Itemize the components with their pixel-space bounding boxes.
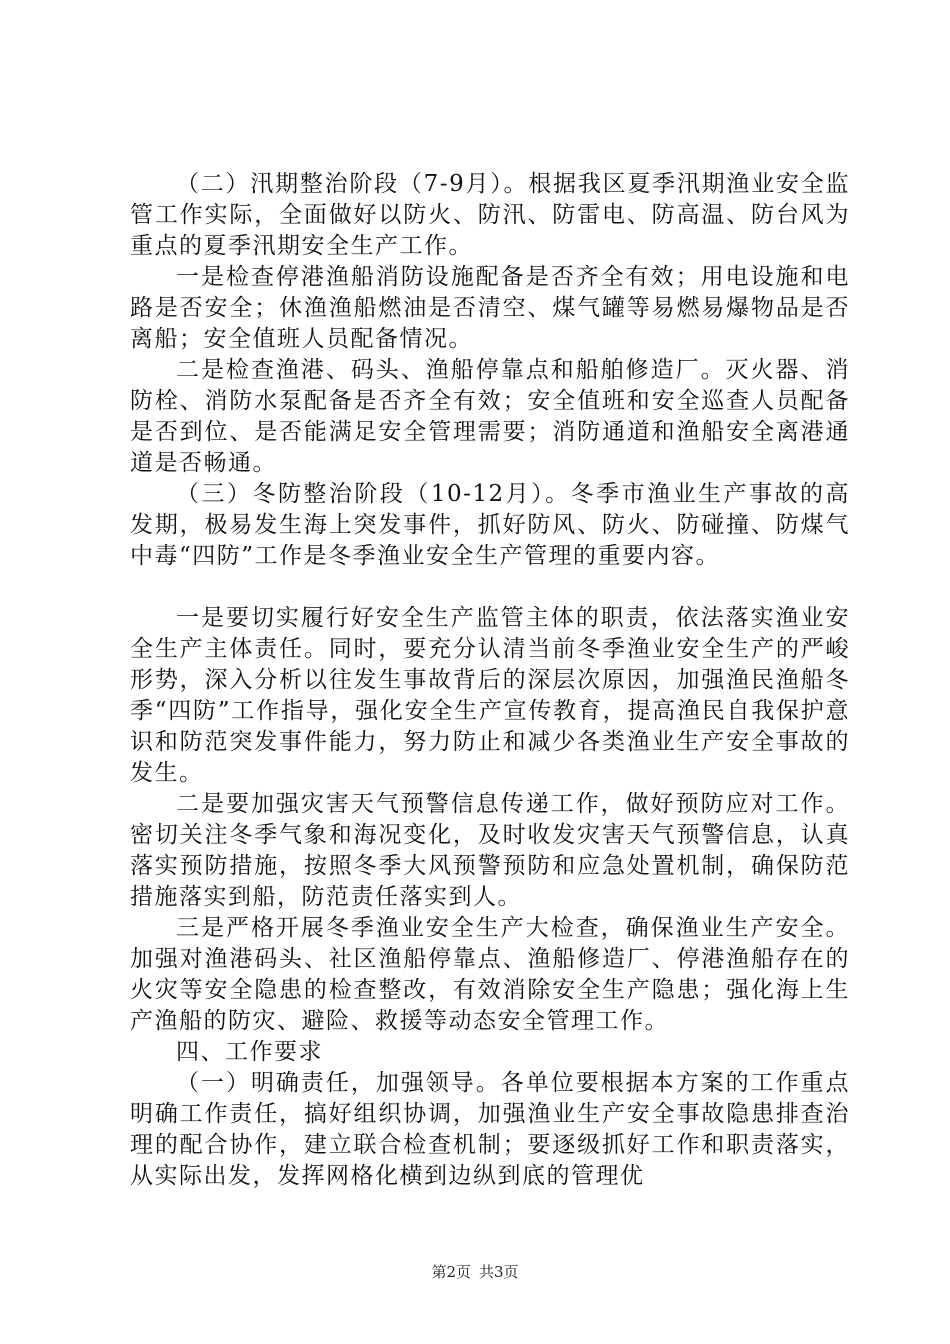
paragraph-winter-phase: （三）冬防整治阶段（10-12月）。冬季市渔业生产事故的高发期，极易发生海上突发事件，抓好防风、防火、防碰撞、防煤气中毒“四防”工作是冬季渔业安全生产管理的重要内容。 <box>130 481 850 569</box>
paragraph-supervision-duty: 一是要切实履行好安全生产监管主体的职责，依法落实渔业安全生产主体责任。同时，要充分认清当前冬季渔业安全生产的严峻形势，深入分析以往发生事故背后的深层次原因，加强渔民渔船冬季“四防”工作指导，强化安全生产宣传教育，提高渔民自我保护意识和防范突发事件能力，努力防止和减少各类渔业生产安全事故的发生。 <box>130 605 850 786</box>
page-number: 第2页 <box>431 1263 471 1281</box>
document-body <box>130 169 850 1192</box>
paragraph-spacer <box>130 572 850 603</box>
section-heading-work-requirements: 四、工作要求 <box>176 1039 323 1065</box>
paragraph-flood-season-phase: （二）汛期整治阶段（7-9月）。根据我区夏季汛期渔业安全监管工作实际，全面做好以防火、防汛、防雷电、防高温、防台风为重点的夏季汛期安全生产工作。 <box>130 171 850 259</box>
paragraph-winter-inspection: 三是严格开展冬季渔业安全生产大检查，确保渔业生产安全。加强对渔港码头、社区渔船停靠点、渔船修造厂、停港渔船存在的火灾等安全隐患的检查整改，有效消除安全生产隐患；强化海上生产渔船的防灾、避险、救援等动态安全管理工作。 <box>130 915 850 1034</box>
paragraph-check-ports-docks: 二是检查渔港、码头、渔船停靠点和船舶修造厂。灭火器、消防栓、消防水泵配备是否齐全有效；安全值班和安全巡查人员配备是否到位、是否能满足安全管理需要；消防通道和渔船安全离港通道是否畅通。 <box>130 357 850 476</box>
paragraph-weather-warning: 二是要加强灾害天气预警信息传递工作，做好预防应对工作。密切关注冬季气象和海况变化，及时收发灾害天气预警信息，认真落实预防措施，按照冬季大风预警预防和应急处置机制，确保防范措施落实到船，防范责任落实到人。 <box>130 791 850 910</box>
paragraph-clarify-responsibility: （一）明确责任，加强领导。各单位要根据本方案的工作重点明确工作责任，搞好组织协调，加强渔业生产安全事故隐患排查治理的配合协作，建立联合检查机制；要逐级抓好工作和职责落实，从实际出发，发挥网格化横到边纵到底的管理优 <box>130 1070 850 1189</box>
page-total: 共3页 <box>479 1263 519 1281</box>
paragraph-check-moored-vessels: 一是检查停港渔船消防设施配备是否齐全有效；用电设施和电路是否安全；休渔渔船燃油是否清空、煤气罐等易燃易爆物品是否离船；安全值班人员配备情况。 <box>130 264 850 352</box>
page-footer <box>0 1262 950 1282</box>
